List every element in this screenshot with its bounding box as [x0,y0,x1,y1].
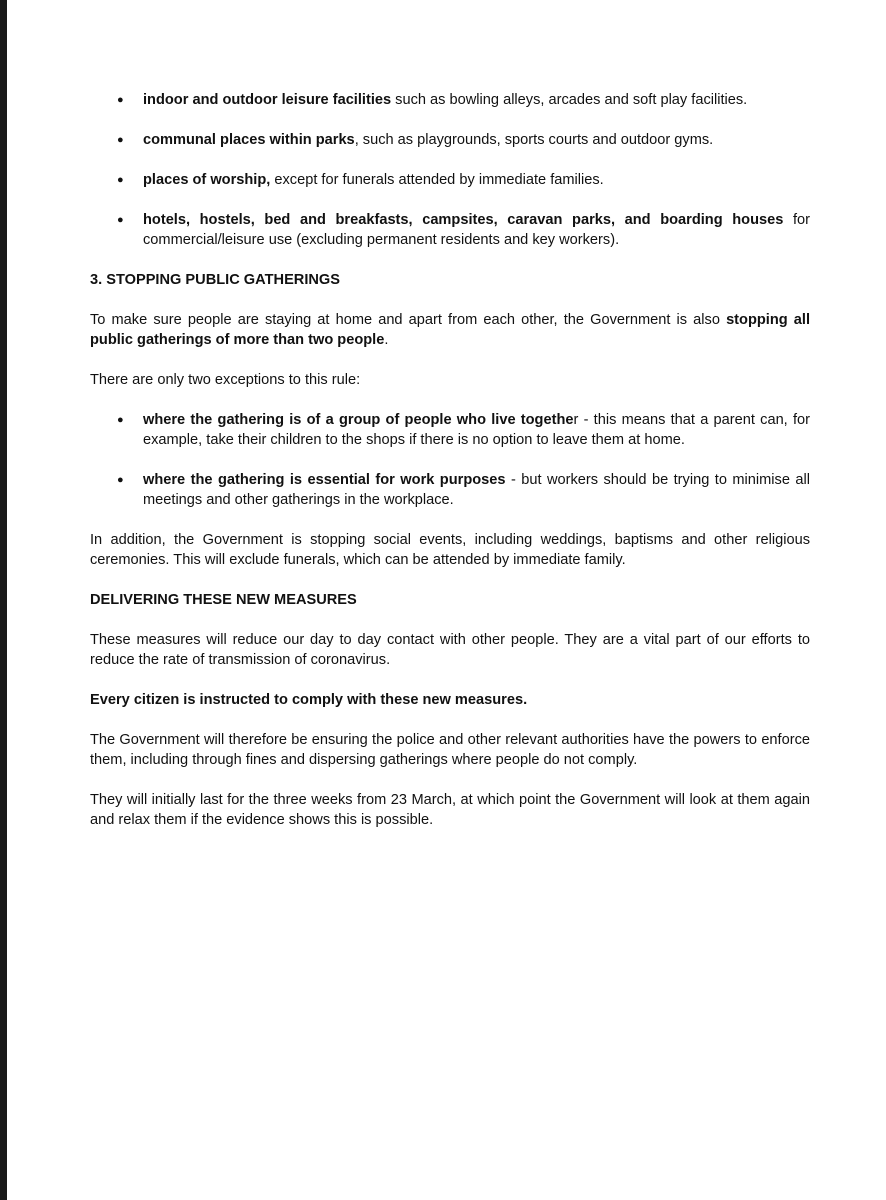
bullet-icon: ● [117,214,124,226]
bullet-text: for commercial/leisure use (excluding permanent residents and key workers). [143,212,810,248]
bullet-icon: ● [117,134,124,146]
bullet-text: except for funerals attended by immediate families. [270,172,604,188]
bullet-bold-text: where the gathering is essential for work purposes [143,472,506,488]
intro-text: To make sure people are staying at home and apart from each other, the Government is also [90,312,727,328]
delivering-instruction [90,690,810,710]
section3-heading: 3. STOPPING PUBLIC GATHERINGS [90,272,341,288]
delivering-para-1: These measures will reduce our day to day contact with other people. They are a vital part of our efforts to reduce the rate of transmission of coronavirus. [90,632,810,668]
bullet-text: , such as playgrounds, sports courts and outdoor gyms. [354,132,714,148]
closures-bullet-list [90,90,810,250]
list-item [90,90,810,110]
bullet-icon: ● [117,474,124,486]
list-item [90,210,810,250]
list-item [90,170,810,190]
intro-bold-text: stopping all public gatherings of more than two people [90,312,811,348]
bullet-bold-text: communal places within parks [143,132,355,148]
bullet-text: such as bowling alleys, arcades and soft play facilities. [391,92,748,108]
bullet-bold-text: where the gathering is of a group of people who live togethe [143,412,574,428]
list-item [90,130,810,150]
exceptions-bullet-list [90,410,810,510]
list-item [90,470,810,510]
bullet-text: - but workers should be trying to minimise all meetings and other gatherings in the workplace. [143,472,810,508]
page-left-edge [0,0,7,1200]
section3-addition: In addition, the Government is stopping social events, including weddings, baptisms and other religious ceremonies. This will exclude funerals, which can be attended by immediate family. [90,532,810,568]
exceptions-lead: There are only two exceptions to this rule: [90,372,361,388]
section3-intro [90,310,810,350]
delivering-heading: DELIVERING THESE NEW MEASURES [90,592,357,608]
delivering-para-2: The Government will therefore be ensuring the police and other relevant authorities have the powers to enforce them, including through fines and dispersing gatherings where people do not comply. [90,732,810,768]
instruction-bold-text: Every citizen is instructed to comply with these new measures. [90,692,528,708]
intro-end-text: . [384,332,389,348]
document-page [90,90,810,850]
bullet-icon: ● [117,414,124,426]
bullet-icon: ● [117,174,124,186]
bullet-bold-text: indoor and outdoor leisure facilities [143,92,392,108]
bullet-bold-text: places of worship, [143,172,271,188]
list-item [90,410,810,450]
bullet-text: r - this means that a parent can, for example, take their children to the shops if there is no option to leave them at home. [143,412,810,448]
bullet-bold-text: hotels, hostels, bed and breakfasts, campsites, caravan parks, and boarding houses [143,212,784,228]
delivering-para-3: They will initially last for the three weeks from 23 March, at which point the Government will look at them again and relax them if the evidence shows this is possible. [90,792,810,828]
bullet-icon: ● [117,94,124,106]
